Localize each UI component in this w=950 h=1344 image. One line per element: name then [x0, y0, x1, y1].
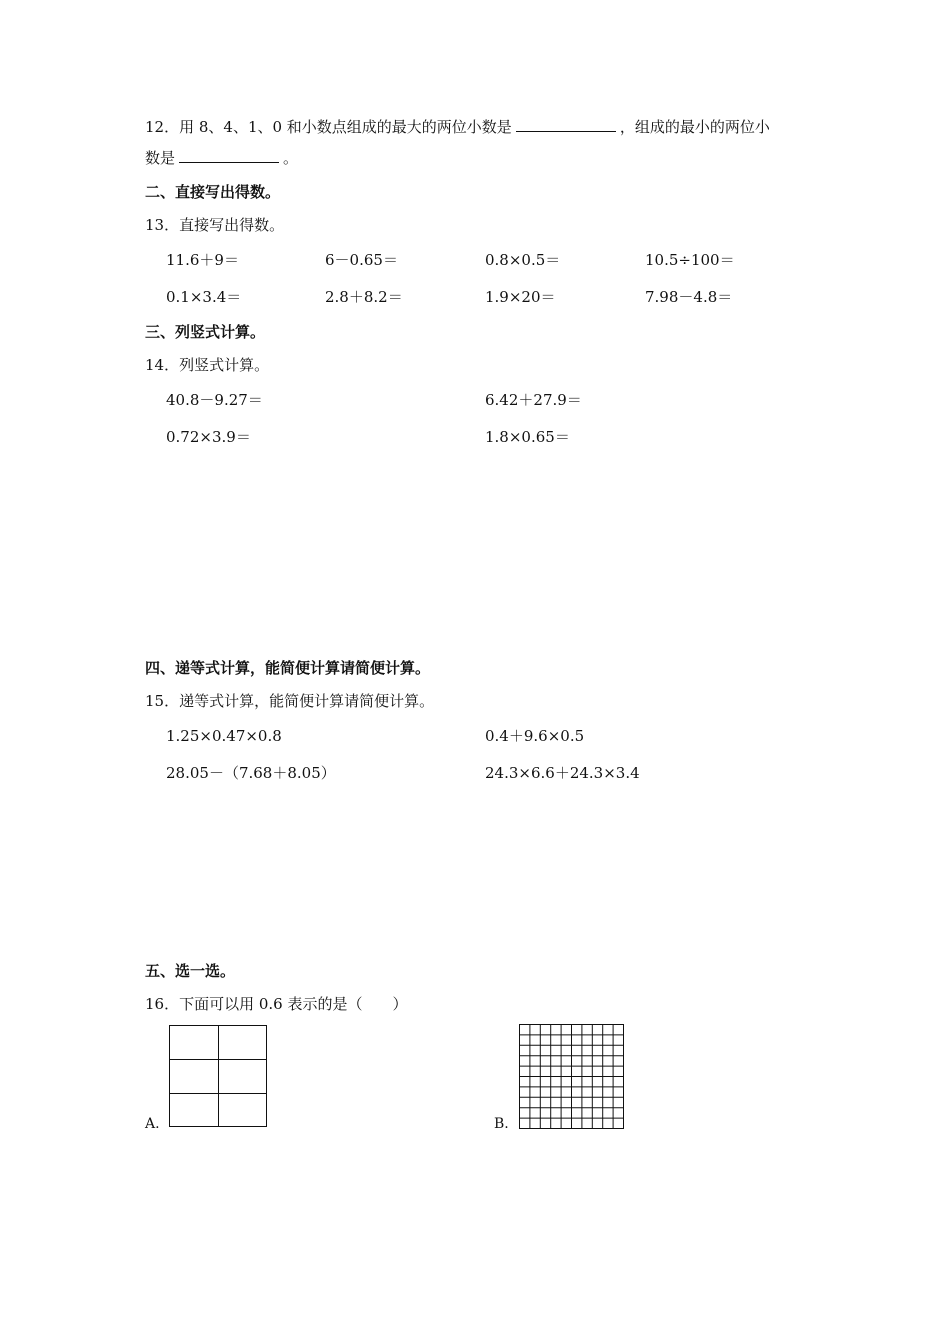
q13-item: 0.1×3.4＝	[166, 288, 242, 306]
grid-line	[170, 1059, 266, 1060]
section-2-heading: 二、直接写出得数。	[145, 183, 281, 201]
q13-item: 11.6＋9＝	[166, 251, 239, 269]
grid-line	[218, 1026, 219, 1126]
q14-item: 6.42＋27.9＝	[485, 391, 582, 409]
question-14-title: 14．列竖式计算。	[145, 356, 270, 374]
option-b-grid-figure[interactable]	[519, 1024, 625, 1130]
q13-item: 0.8×0.5＝	[485, 251, 561, 269]
q12-text-part2: ，组成的最小的两位小	[619, 118, 770, 136]
q13-item: 6－0.65＝	[325, 251, 398, 269]
hundred-grid-lines	[520, 1025, 624, 1129]
question-12-line2	[145, 148, 298, 168]
q12-blank-largest[interactable]	[516, 117, 616, 132]
q13-item: 7.98－4.8＝	[645, 288, 733, 306]
question-12-line1	[145, 117, 770, 137]
q15-item: 1.25×0.47×0.8	[166, 727, 282, 745]
option-b-label[interactable]: B.	[494, 1116, 509, 1132]
section-3-heading: 三、列竖式计算。	[145, 323, 266, 341]
question-13-title: 13．直接写出得数。	[145, 216, 285, 234]
q13-item: 10.5÷100＝	[645, 251, 735, 269]
question-16-title: 16．下面可以用 0.6 表示的是（ ）	[145, 995, 408, 1013]
section-4-heading: 四、递等式计算，能简便计算请简便计算。	[145, 659, 431, 677]
q13-item: 1.9×20＝	[485, 288, 556, 306]
q14-item: 0.72×3.9＝	[166, 428, 251, 446]
q15-item: 28.05－（7.68＋8.05）	[166, 764, 336, 782]
section-5-heading: 五、选一选。	[145, 962, 236, 980]
q13-item: 2.8＋8.2＝	[325, 288, 403, 306]
option-a-grid-figure[interactable]	[169, 1025, 267, 1127]
q12-text-part4: 。	[283, 149, 299, 167]
q15-item: 0.4＋9.6×0.5	[485, 727, 585, 745]
option-a-label[interactable]: A.	[145, 1116, 160, 1132]
grid-line	[170, 1093, 266, 1094]
q14-item: 1.8×0.65＝	[485, 428, 570, 446]
q12-text-part1: 12．用 8、4、1、0 和小数点组成的最大的两位小数是	[145, 118, 512, 136]
q14-item: 40.8－9.27＝	[166, 391, 263, 409]
q12-text-part3: 数是	[145, 149, 176, 167]
q12-blank-smallest[interactable]	[179, 148, 279, 163]
question-15-title: 15．递等式计算，能简便计算请简便计算。	[145, 692, 435, 710]
q15-item: 24.3×6.6＋24.3×3.4	[485, 764, 640, 782]
